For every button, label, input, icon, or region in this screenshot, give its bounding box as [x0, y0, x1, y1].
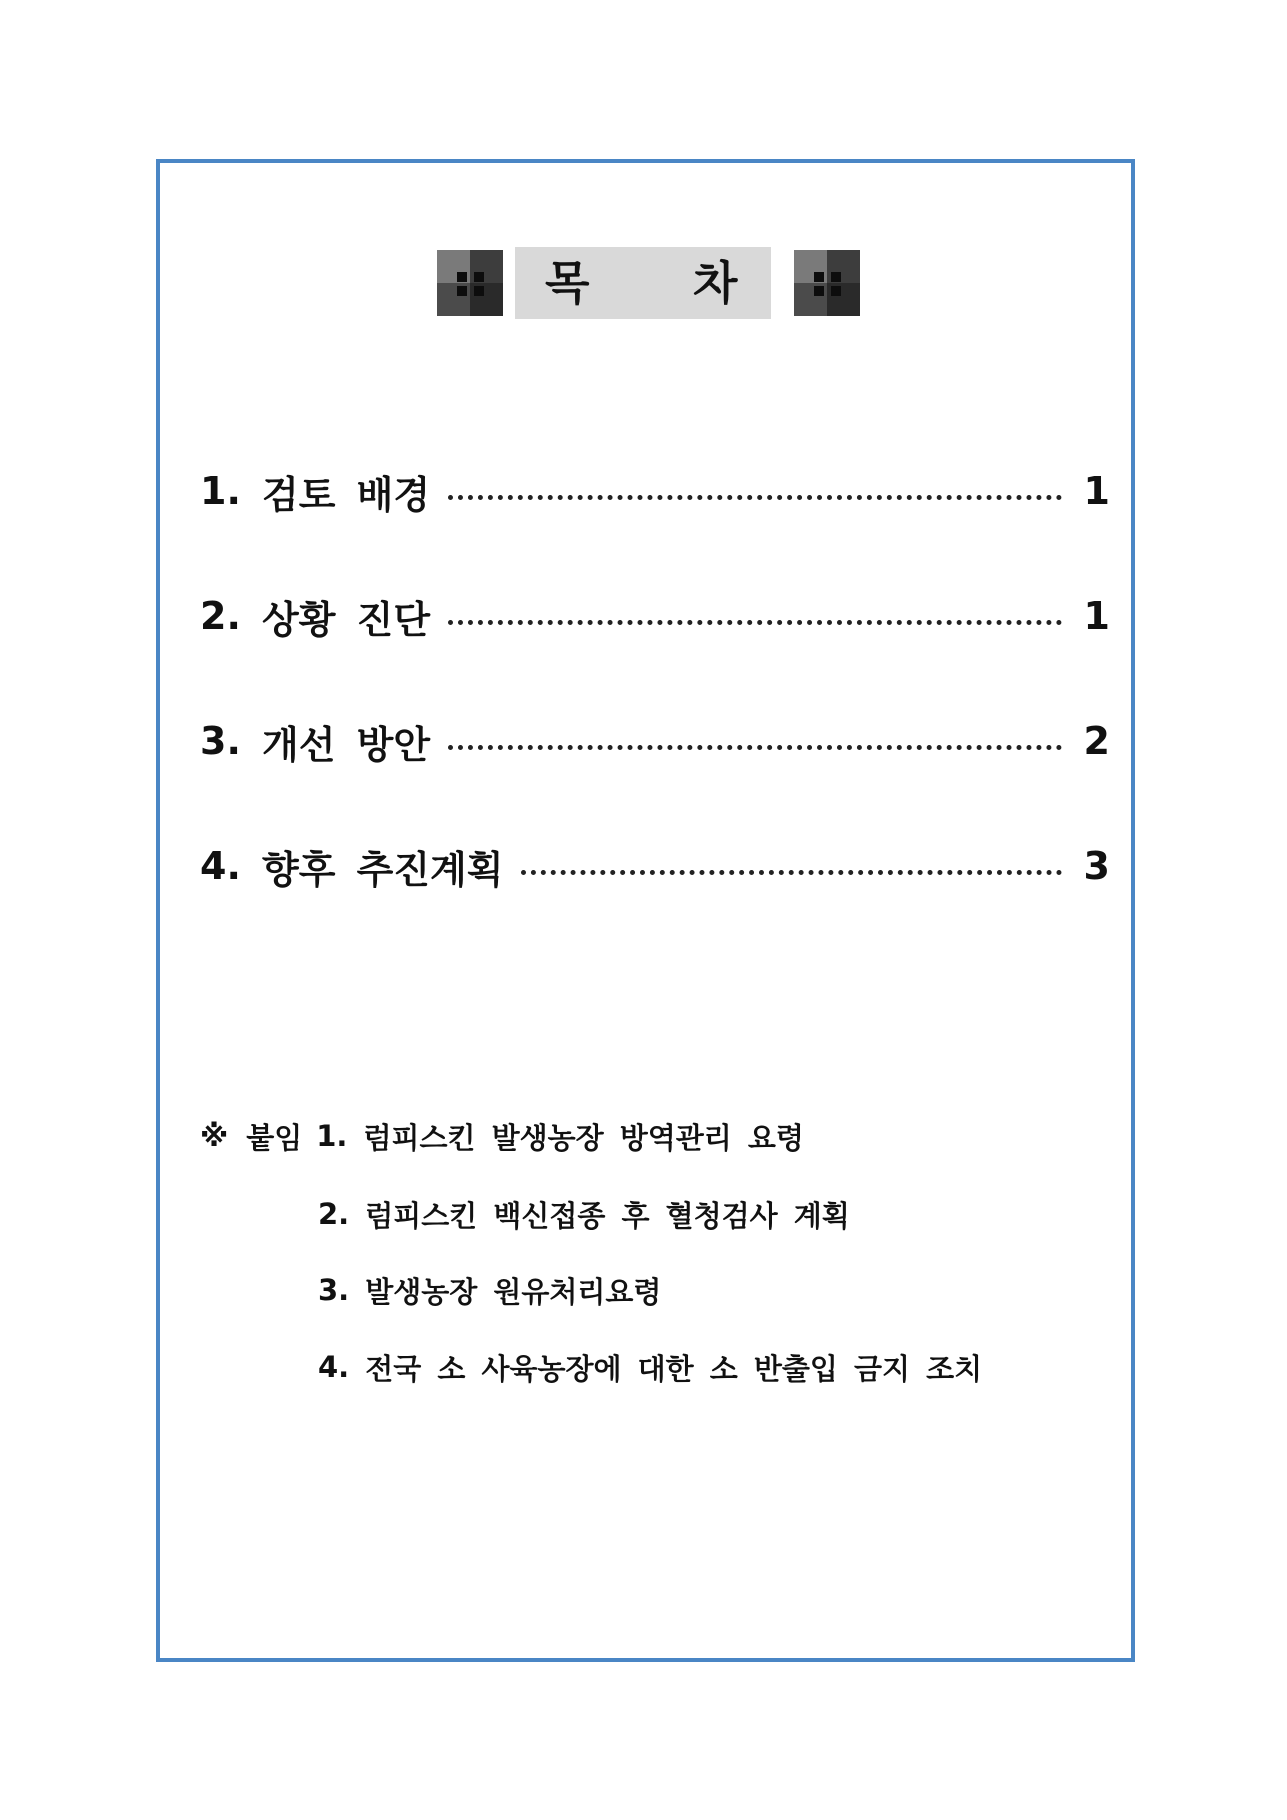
toc-entry-3[interactable] — [200, 713, 1110, 769]
attachment-text: 럼피스킨 발생농장 방역관리 요령 — [363, 1120, 804, 1155]
toc-leader-dots — [448, 495, 1062, 500]
toc-leader-dots — [448, 620, 1062, 625]
attachment-text: 럼피스킨 백신접종 후 혈청검사 계획 — [365, 1198, 850, 1233]
attachment-item-3 — [318, 1270, 661, 1310]
toc-entry-4[interactable] — [200, 838, 1110, 894]
attachment-item-4 — [318, 1347, 982, 1387]
toc-entry-number: 1. — [200, 469, 241, 513]
attachment-item-1 — [200, 1116, 804, 1156]
reference-mark: ※ — [200, 1119, 229, 1153]
title-char-1: 목 — [545, 256, 590, 310]
attachment-text: 발생농장 원유처리요령 — [365, 1274, 662, 1309]
toc-leader-dots — [521, 870, 1062, 875]
attachment-prefix: 붙임 — [246, 1120, 303, 1155]
title-char-2: 차 — [693, 256, 738, 310]
toc-entry-label: 개선 방안 — [262, 722, 431, 767]
toc-entry-page: 2 — [1083, 719, 1110, 763]
toc-entry-label: 향후 추진계획 — [262, 847, 504, 892]
attachment-item-2 — [318, 1194, 850, 1234]
toc-entry-1[interactable] — [200, 463, 1110, 519]
page-frame — [156, 159, 1135, 1662]
toc-entry-2[interactable] — [200, 588, 1110, 644]
attachment-number: 3. — [318, 1273, 350, 1307]
toc-entry-label: 상황 진단 — [262, 597, 431, 642]
toc-title — [437, 247, 860, 319]
title-decoration-left-icon — [437, 250, 503, 316]
toc-entry-page: 1 — [1083, 469, 1110, 513]
toc-entry-number: 4. — [200, 844, 241, 888]
title-decoration-right-icon — [794, 250, 860, 316]
toc-entry-page: 3 — [1083, 844, 1110, 888]
attachment-number: 4. — [318, 1350, 350, 1384]
toc-entry-label: 검토 배경 — [262, 472, 431, 517]
title-box — [515, 247, 771, 319]
attachment-text: 전국 소 사육농장에 대한 소 반출입 금지 조치 — [365, 1351, 983, 1386]
attachment-number: 2. — [318, 1197, 350, 1231]
toc-entry-number: 2. — [200, 594, 241, 638]
toc-entry-page: 1 — [1083, 594, 1110, 638]
toc-leader-dots — [448, 745, 1062, 750]
toc-entry-number: 3. — [200, 719, 241, 763]
attachment-number: 1. — [316, 1119, 348, 1153]
